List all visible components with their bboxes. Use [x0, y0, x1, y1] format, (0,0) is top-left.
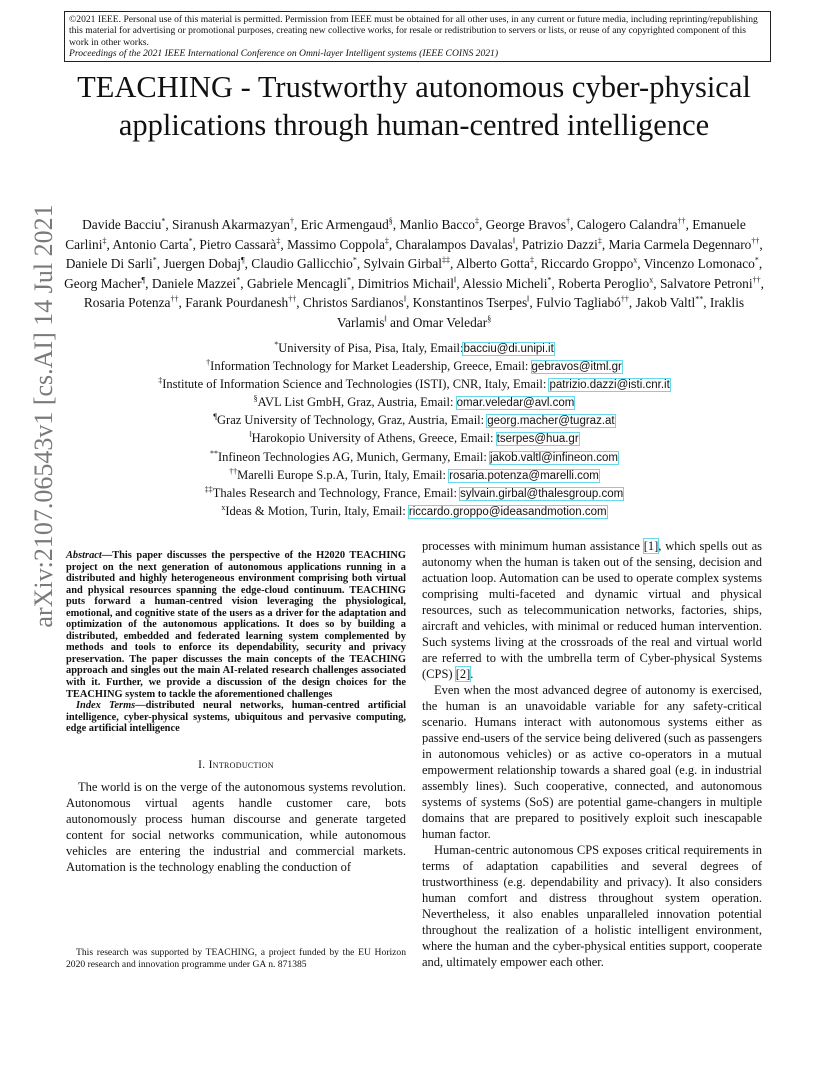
email-link[interactable]: jakob.valtl@infineon.com — [489, 451, 619, 464]
email-link[interactable]: sylvain.girbal@thalesgroup.com — [460, 487, 624, 500]
author — [399, 217, 479, 232]
affiliation-mark: † — [206, 357, 211, 367]
email-link[interactable]: omar.veledar@avl.com — [456, 397, 575, 410]
author-affiliation-mark: † — [289, 216, 294, 226]
author-name: Roberta Peroglio — [558, 275, 650, 291]
author-name: Pietro Cassarà — [199, 236, 277, 252]
author-name: Claudio Gallicchio — [251, 256, 353, 272]
author-name: Sylvain Girbal — [363, 256, 442, 272]
author-affiliation-mark: ‖ — [512, 236, 515, 246]
author-name: Alessio Micheli — [462, 275, 548, 291]
author-affiliation-mark: ‡ — [474, 216, 479, 226]
paper-title: TEACHING - Trustworthy autonomous cyber-physical applications through human-centred intelligence — [77, 70, 751, 142]
author-name: Manlio Bacco — [399, 217, 475, 232]
author-affiliation-mark: ‖ — [527, 294, 530, 304]
affiliation-mark: ** — [209, 448, 218, 458]
affiliation-mark: x — [221, 502, 226, 512]
author — [199, 237, 280, 252]
affiliation-text: Ideas & Motion, Turin, Italy, Email: — [225, 503, 409, 518]
author-affiliation-mark: ‡ — [597, 236, 602, 246]
affiliation-text: University of Pisa, Pisa, Italy, Email: — [278, 341, 464, 355]
affiliation-text: Information Technology for Market Leadership, Greece, Email: — [210, 359, 532, 374]
citation-link-1[interactable]: [1] — [643, 539, 659, 553]
author-affiliation-mark: † — [566, 216, 571, 226]
author-affiliation-mark: ¶ — [240, 255, 245, 265]
affiliation-line — [60, 485, 768, 503]
affiliation-line — [60, 412, 768, 430]
author-name: Emanuele Carlini — [65, 217, 746, 252]
author — [462, 276, 551, 291]
author-affiliation-mark: § — [388, 216, 393, 226]
author-name: Siranush Akarmazyan — [172, 217, 290, 232]
affiliation-text: Marelli Europe S.p.A, Turin, Italy, Email: — [237, 467, 450, 482]
author — [287, 237, 389, 252]
right-column — [422, 538, 762, 970]
author-affiliation-mark: †† — [170, 294, 179, 304]
author-name: Davide Bacciu — [82, 217, 162, 232]
author-name: Juergen Dobaj — [163, 256, 241, 272]
author-name: Fulvio Tagliabó — [536, 295, 621, 311]
affiliation-line — [60, 503, 768, 521]
author-affiliation-mark: †† — [751, 236, 760, 246]
author — [536, 295, 629, 310]
affiliation-line — [60, 340, 768, 358]
author-affiliation-mark: * — [152, 255, 157, 265]
affiliation-text: Thales Research and Technology, France, Email: — [212, 485, 461, 500]
affiliation-mark: †† — [229, 466, 238, 476]
author-list: Davide Bacciu*, Siranush Akarmazyan†, Eric Armengaud§, Manlio Bacco‡, George Bravos†, Calogero Calandra††, Emanuele Carlini‡, Antonio Carta*, Pietro Cassarà‡, Massimo Coppola‡, Charalampos Davalas‖, Patrizio Dazzi‡, Maria Carmela Degennaro††, Daniele Di Sarli*, Juergen Dobaj¶, Claudio Gallicchio*, Sylvain Girbal‡‡, Alberto Gotta‡, Riccardo Groppo$^x$, Vincenzo Lomonaco*, Georg Macher¶, Daniele Mazzei*, Gabriele Mencagli*, Dimitrios Michail‖, Alessio Micheli*, Roberta Peroglio$^x$, Salvatore Petroni††, Rosaria Potenza††, Farank Pourdanesh††, Christos Sardianos‖, Konstantinos Tserpes‖, Fulvio Tagliabó††, Jakob Valtl**, Iraklis Varlamis‖ and Omar Veledar§ — [64, 216, 764, 330]
author-affiliation-mark: * — [188, 236, 193, 246]
affiliation-line — [60, 376, 768, 394]
author-name: Rosaria Potenza — [83, 295, 171, 311]
author — [644, 256, 759, 271]
right-paragraph-2: Even when the most advanced degree of autonomy is exercised, the human is an unavoidable variable for any safety-critical scenario. Humans interact with autonomous systems either as passive end-users of the service being delivered (such as passengers in autonomous vehicles) or as active co-operators in a mutual empowerment relationship towards a shared goal (e.g. in industrial assembly lines). Such cooperative, connected, and autonomous systems of systems (SoS) are potential game-changers in multiple domains that are prepared to positively exploit such inescapable human factor. — [422, 683, 762, 841]
affiliation-mark: ‖ — [249, 430, 252, 440]
affiliation-text: Infineon Technologies AG, Munich, Germany, Email: — [217, 449, 490, 464]
email-link[interactable]: tserpes@hua.gr — [496, 433, 579, 446]
author-affiliation-mark: ‖ — [403, 294, 406, 304]
left-column — [66, 550, 406, 875]
author-affiliation-mark: ¶ — [141, 275, 146, 285]
author-name: Salvatore Petroni — [659, 275, 753, 291]
right-p1-part-c: . — [470, 667, 474, 681]
author-affiliation-mark: †† — [677, 216, 686, 226]
proceedings-line: Proceedings of the 2021 IEEE International Conference on Omni-layer Intelligent systems (IEEE COINS 2021) — [69, 47, 499, 59]
author — [251, 256, 357, 271]
author-affiliation-mark: ‡ — [276, 236, 281, 246]
author — [84, 295, 179, 310]
affiliation-mark: * — [274, 339, 279, 349]
author — [558, 276, 653, 291]
author — [247, 276, 351, 291]
affiliation-line — [60, 430, 768, 448]
affiliation-mark: ¶ — [213, 412, 217, 422]
author-name: Jakob Valtl — [635, 295, 696, 311]
author-name: Iraklis Varlamis — [336, 295, 745, 330]
citation-link-2[interactable]: [2] — [455, 667, 471, 681]
author — [301, 217, 393, 232]
author — [413, 315, 491, 330]
copyright-notice: ©2021 IEEE. Personal use of this material is permitted. Permission from IEEE must be obtained for all other uses, in any current or future media, including reprinting/republishing this material for advertising or promotional purposes, creating new collective works, for resale or redistribution to servers or lists, or reuse of any copyrighted component of this work in other works. — [69, 14, 758, 48]
author-name: Maria Carmela Degennaro — [608, 236, 752, 252]
affiliation-list — [60, 340, 768, 521]
author-affiliation-mark: ‖ — [454, 275, 457, 285]
author-name: Charalampos Davalas — [395, 236, 513, 252]
author — [541, 256, 638, 271]
index-terms-text: —distributed neural networks, human-centred artificial intelligence, cyber-physical systems, ubiquitous and pervasive computing, edge artificial intelligence — [66, 700, 406, 735]
author — [636, 295, 704, 310]
author-name: Daniele Mazzei — [151, 275, 237, 291]
author — [303, 295, 406, 310]
author — [486, 217, 570, 232]
author-affiliation-mark: †† — [752, 275, 761, 285]
author-name: Antonio Carta — [112, 236, 189, 252]
author — [413, 295, 530, 310]
abstract-lead: Abstract — [66, 550, 102, 561]
arxiv-identifier[interactable]: arXiv:2107.06543v1 [cs.AI] 14 Jul 2021 — [29, 204, 58, 628]
author-name: Alberto Gotta — [455, 256, 530, 272]
funding-footnote: This research was supported by TEACHING, a project funded by the EU Horizon 2020 research and innovation programme under GA n. 871385 — [66, 947, 406, 970]
right-p1-part-b: , which spells out as autonomy when the human is taken out of the sensing, decision and actuation loop. Automation can be used to operate complex systems comprising multi-faceted and dynamic virtual and physical resources, such as telecommunication networks, factories, ships, aircraft and vehicles, with minimal or reduced human intervention. Such systems living at the crossroads of the real and virtual world are referred to with the umbrella term of Cyber-physical Systems (CPS) — [422, 539, 762, 681]
author-name: Gabriele Mencagli — [246, 275, 347, 291]
author — [609, 237, 760, 252]
email-link[interactable]: bacciu@di.unipi.it — [463, 343, 554, 355]
author — [577, 217, 686, 232]
affiliation-line — [60, 467, 768, 485]
author-affiliation-mark: § — [487, 314, 492, 324]
author-name: Christos Sardianos — [302, 295, 404, 311]
author — [456, 256, 534, 271]
author-name: Omar Veledar — [412, 314, 488, 330]
index-terms — [66, 700, 406, 735]
author-affiliation-mark: * — [161, 216, 166, 226]
copyright-notice-box — [64, 11, 771, 62]
author-affiliation-mark: * — [236, 275, 241, 285]
abstract — [66, 550, 406, 700]
author-affiliation-mark: ‡‡ — [442, 255, 450, 265]
author — [364, 256, 450, 271]
author — [396, 237, 515, 252]
author-affiliation-mark: †† — [620, 294, 629, 304]
author-name: Dimitrios Michail — [357, 275, 455, 291]
intro-paragraph-1: The world is on the verge of the autonomous systems revolution. Autonomous virtual agents handle customer care, bots autonomously process human discourse and generate targeted content for social networks communication, while autonomous vehicles are entering the industrial and commercial markets. Automation is the technology enabling the conduction of — [66, 779, 406, 874]
right-paragraph-1 — [422, 538, 762, 682]
author-affiliation-mark: ‡ — [102, 236, 107, 246]
email-link[interactable]: georg.macher@tugraz.at — [487, 415, 615, 428]
author — [660, 276, 761, 291]
author-affiliation-mark: ** — [695, 294, 704, 304]
author-affiliation-mark: ‡ — [529, 255, 534, 265]
author-affiliation-mark: †† — [288, 294, 297, 304]
abstract-text: —This paper discusses the perspective of the H2020 TEACHING project on the next generation of autonomous applications running in a distributed and highly heterogeneous environment comprising both virtual and physical resources spanning the edge-cloud continuum. TEACHING puts forward a human-centred vision leveraging the physiological, emotional, and cognitive state of the users as a driver for the adaptation and optimization of the autonomous applications. It does so by building a distributed, embedded and federated learning system complemented by methods and tools to enforce its dependability, security and privacy preservation. The paper discusses the main concepts of the TEACHING approach and singles out the main AI-related research challenges associated with it. Further, we provide a discussion of the design choices for the TEACHING system to tackle the aforementioned challenges — [66, 550, 406, 700]
affiliation-line — [60, 358, 768, 376]
email-link[interactable]: rosaria.potenza@marelli.com — [449, 469, 599, 482]
author-name: Massimo Coppola — [287, 236, 385, 252]
author-name: Farank Pourdanesh — [185, 295, 289, 311]
author-affiliation-mark: x — [633, 255, 638, 265]
author-affiliation-mark: ‖ — [384, 314, 387, 324]
affiliation-mark: ‡ — [158, 376, 163, 386]
author — [522, 237, 602, 252]
author-affiliation-mark: ‡ — [384, 236, 389, 246]
author — [172, 217, 294, 232]
affiliation-text: Graz University of Technology, Graz, Austria, Email: — [217, 413, 488, 428]
affiliation-text: Institute of Information Science and Technologies (ISTI), CNR, Italy, Email: — [162, 377, 550, 392]
author-name: Calogero Calandra — [576, 217, 678, 232]
author — [64, 276, 145, 291]
affiliation-text: Harokopio University of Athens, Greece, Email: — [251, 431, 497, 446]
author-affiliation-mark: x — [649, 275, 654, 285]
author-name: Riccardo Groppo — [540, 256, 634, 272]
author — [152, 276, 240, 291]
affiliation-mark: § — [253, 394, 258, 404]
author — [82, 217, 165, 232]
affiliation-text: AVL List GmbH, Graz, Austria, Email: — [257, 395, 457, 410]
author-name: Daniele Di Sarli — [65, 256, 153, 272]
right-p1-part-a: processes with minimum human assistance — [422, 539, 644, 553]
author — [112, 237, 192, 252]
author-name: Vincenzo Lomonaco — [643, 256, 755, 272]
author-name: Georg Macher — [64, 275, 142, 291]
author-affiliation-mark: * — [754, 255, 759, 265]
author — [163, 256, 244, 271]
author — [358, 276, 457, 291]
author-name: Eric Armengaud — [300, 217, 389, 232]
author-affiliation-mark: * — [547, 275, 552, 285]
email-link[interactable]: gebravos@itml.gr — [531, 361, 622, 374]
affiliation-mark: ‡‡ — [204, 484, 213, 494]
author-affiliation-mark: * — [346, 275, 351, 285]
author — [185, 295, 296, 310]
author-name: Konstantinos Tserpes — [412, 295, 528, 311]
affiliation-line — [60, 394, 768, 412]
author-name: George Bravos — [485, 217, 567, 232]
email-link[interactable]: patrizio.dazzi@isti.cnr.it — [549, 379, 670, 392]
author-affiliation-mark: * — [352, 255, 357, 265]
index-terms-lead: Index Terms — [76, 700, 136, 712]
author — [66, 256, 157, 271]
section-heading-introduction: I. Introduction — [198, 758, 274, 771]
email-link[interactable]: riccardo.groppo@ideasandmotion.com — [408, 505, 607, 518]
affiliation-line — [60, 449, 768, 467]
author-name: Patrizio Dazzi — [521, 236, 598, 252]
right-paragraph-3: Human-centric autonomous CPS exposes critical requirements in terms of adaptation capabilities and several degrees of trustworthiness (e.g. dependability and privacy). It also considers human comfort and distress throughout system operation. Nevertheless, it also enables unparalleled innovation potential throughout the realization of a holistic intelligent environment, where the human and the cyber-physical entities support, cooperate and, ultimately empower each other. — [422, 843, 762, 969]
